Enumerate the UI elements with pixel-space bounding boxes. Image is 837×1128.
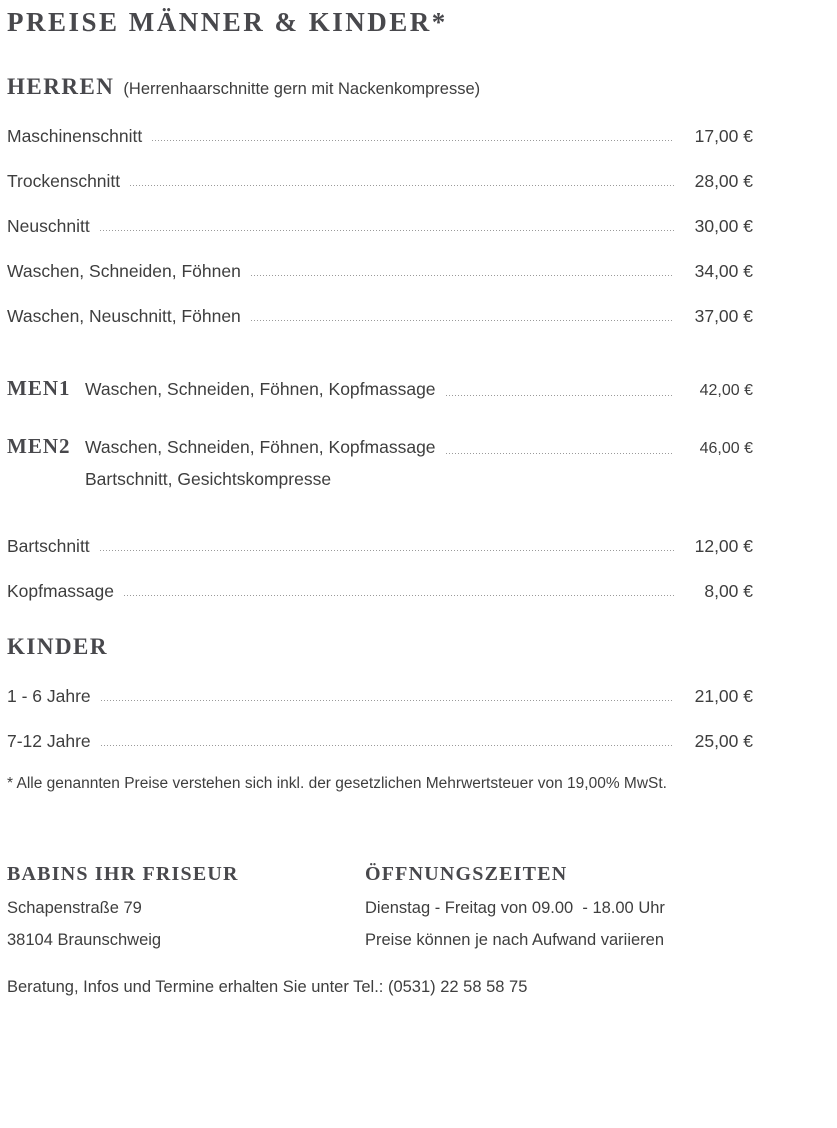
package-label: Waschen, Schneiden, Föhnen, Kopfmassage	[85, 378, 436, 399]
footer	[7, 863, 753, 950]
service-price: 17,00 €	[694, 125, 753, 146]
service-label: 1 - 6 Jahre	[7, 685, 91, 706]
vat-footnote: * Alle genannten Preise verstehen sich inkl. der gesetzlichen Mehrwertsteuer von 19,00% MwSt.	[7, 774, 667, 792]
section-kinder-heading: KINDER	[7, 633, 109, 659]
package-tag: MEN1	[7, 375, 71, 400]
opening-hours-line: Dienstag - Freitag von 09.00 - 18.00 Uhr	[365, 898, 665, 917]
package-row-men1	[7, 376, 753, 401]
section-herren-header	[7, 74, 753, 100]
service-price: 28,00 €	[694, 170, 753, 191]
herren-price-rows	[7, 126, 753, 326]
salon-address-city: 38104 Braunschweig	[7, 930, 162, 949]
page-title: PREISE MÄNNER & KINDER*	[7, 7, 448, 37]
service-label: Maschinenschnitt	[7, 125, 143, 146]
footer-salon-column	[7, 863, 365, 950]
footer-hours-column	[365, 863, 665, 950]
dotted-leader	[101, 735, 674, 747]
opening-hours-heading: ÖFFNUNGSZEITEN	[365, 862, 568, 885]
price-row	[7, 536, 753, 556]
price-row	[7, 306, 753, 326]
service-price: 34,00 €	[694, 260, 753, 281]
extras-price-rows	[7, 536, 753, 601]
service-price: 25,00 €	[694, 730, 753, 751]
dotted-leader	[152, 130, 674, 142]
service-price: 12,00 €	[694, 535, 753, 556]
dotted-leader	[130, 175, 674, 187]
price-row	[7, 216, 753, 236]
salon-address-street: Schapenstraße 79	[7, 898, 142, 917]
price-row	[7, 581, 753, 601]
package-price: 42,00 €	[699, 381, 753, 399]
dotted-leader	[100, 220, 674, 232]
service-price: 8,00 €	[704, 580, 753, 601]
price-row	[7, 261, 753, 281]
section-herren-heading: HERREN	[7, 73, 115, 99]
dotted-leader	[124, 585, 674, 597]
dotted-leader	[100, 540, 674, 552]
dotted-leader	[446, 443, 674, 455]
service-label: Kopfmassage	[7, 580, 115, 601]
dotted-leader	[251, 265, 674, 277]
price-variation-note: Preise können je nach Aufwand variieren	[365, 930, 665, 949]
service-label: Waschen, Neuschnitt, Föhnen	[7, 305, 241, 326]
price-row	[7, 126, 753, 146]
service-label: Bartschnitt	[7, 535, 90, 556]
dotted-leader	[101, 690, 674, 702]
dotted-leader	[251, 310, 674, 322]
service-label: Waschen, Schneiden, Föhnen	[7, 260, 241, 281]
section-herren-subheading: (Herrenhaarschnitte gern mit Nackenkompresse)	[123, 79, 481, 98]
service-price: 21,00 €	[694, 685, 753, 706]
service-label: Neuschnitt	[7, 215, 90, 236]
service-price: 30,00 €	[694, 215, 753, 236]
service-price: 37,00 €	[694, 305, 753, 326]
package-label: Waschen, Schneiden, Föhnen, Kopfmassage	[85, 436, 436, 457]
salon-name-heading: BABINS IHR FRISEUR	[7, 862, 239, 885]
package-price: 46,00 €	[699, 439, 753, 457]
kinder-price-rows	[7, 686, 753, 751]
price-row	[7, 731, 753, 751]
price-row	[7, 171, 753, 191]
package-extra-line: Bartschnitt, Gesichtskompresse	[85, 468, 332, 489]
service-label: 7-12 Jahre	[7, 730, 91, 751]
package-tag: MEN2	[7, 433, 71, 458]
price-row	[7, 686, 753, 706]
dotted-leader	[446, 385, 674, 397]
contact-phone-line: Beratung, Infos und Termine erhalten Sie unter Tel.: (0531) 22 58 58 75	[7, 977, 528, 996]
service-label: Trockenschnitt	[7, 170, 121, 191]
package-row-men2	[7, 434, 753, 459]
package-rows	[7, 376, 753, 490]
section-kinder-header	[7, 634, 753, 660]
